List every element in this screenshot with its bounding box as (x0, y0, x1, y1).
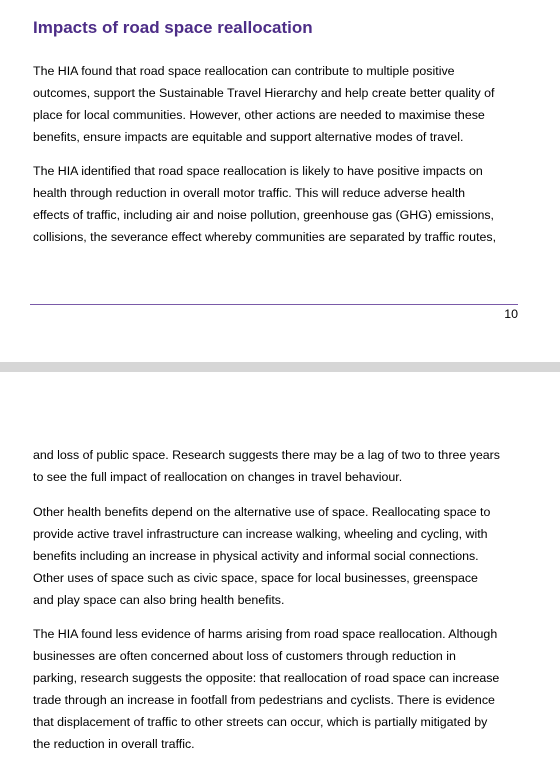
text-line: that displacement of traffic to other streets can occur, which is partially mitigated by (33, 715, 488, 729)
text-line: collisions, the severance effect whereby communities are separated by traffic routes, (33, 230, 497, 244)
text-line: and play space can also bring health benefits. (33, 593, 285, 607)
text-line: health through reduction in overall motor traffic. This will reduce adverse health (33, 186, 466, 200)
text-line: The HIA found less evidence of harms arising from road space reallocation. Although (33, 627, 498, 641)
text-line: The HIA found that road space reallocation can contribute to multiple positive (33, 64, 455, 78)
text-line: provide active travel infrastructure can increase walking, wheeling and cycling, with (33, 527, 488, 541)
text-line: benefits including an increase in physical activity and informal social connections. (33, 549, 479, 563)
paragraph-other-benefits (33, 501, 523, 611)
page-separator (0, 362, 560, 372)
text-line: parking, research suggests the opposite: that reallocation of road space can increase (33, 671, 500, 685)
text-line: and loss of public space. Research suggests there may be a lag of two to three years (33, 448, 500, 462)
text-line: Other health benefits depend on the alternative use of space. Reallocating space to (33, 505, 491, 519)
text-line: trade through an increase in footfall from pedestrians and cyclists. There is evidence (33, 693, 495, 707)
paragraph-continued (33, 444, 523, 488)
page-number: 10 (504, 307, 518, 321)
text-line: the reduction in overall traffic. (33, 737, 195, 751)
footer-divider (30, 304, 518, 305)
text-line: to see the full impact of reallocation on changes in travel behaviour. (33, 470, 403, 484)
paragraph-positive-impacts (33, 160, 523, 248)
text-line: The HIA identified that road space reallocation is likely to have positive impacts on (33, 164, 483, 178)
text-line: outcomes, support the Sustainable Travel Hierarchy and help create better quality of (33, 86, 495, 100)
text-line: businesses are often concerned about loss of customers through reduction in (33, 649, 456, 663)
paragraph-hia-findings (33, 60, 523, 148)
page-11 (0, 372, 560, 761)
text-line: Other uses of space such as civic space, space for local businesses, greenspace (33, 571, 478, 585)
page-10 (0, 0, 560, 362)
section-heading: Impacts of road space reallocation (33, 18, 313, 37)
text-line: effects of traffic, including air and noise pollution, greenhouse gas (GHG) emissions, (33, 208, 494, 222)
text-line: benefits, ensure impacts are equitable and support alternative modes of travel. (33, 130, 464, 144)
text-line: place for local communities. However, other actions are needed to maximise these (33, 108, 485, 122)
paragraph-harms (33, 623, 523, 755)
